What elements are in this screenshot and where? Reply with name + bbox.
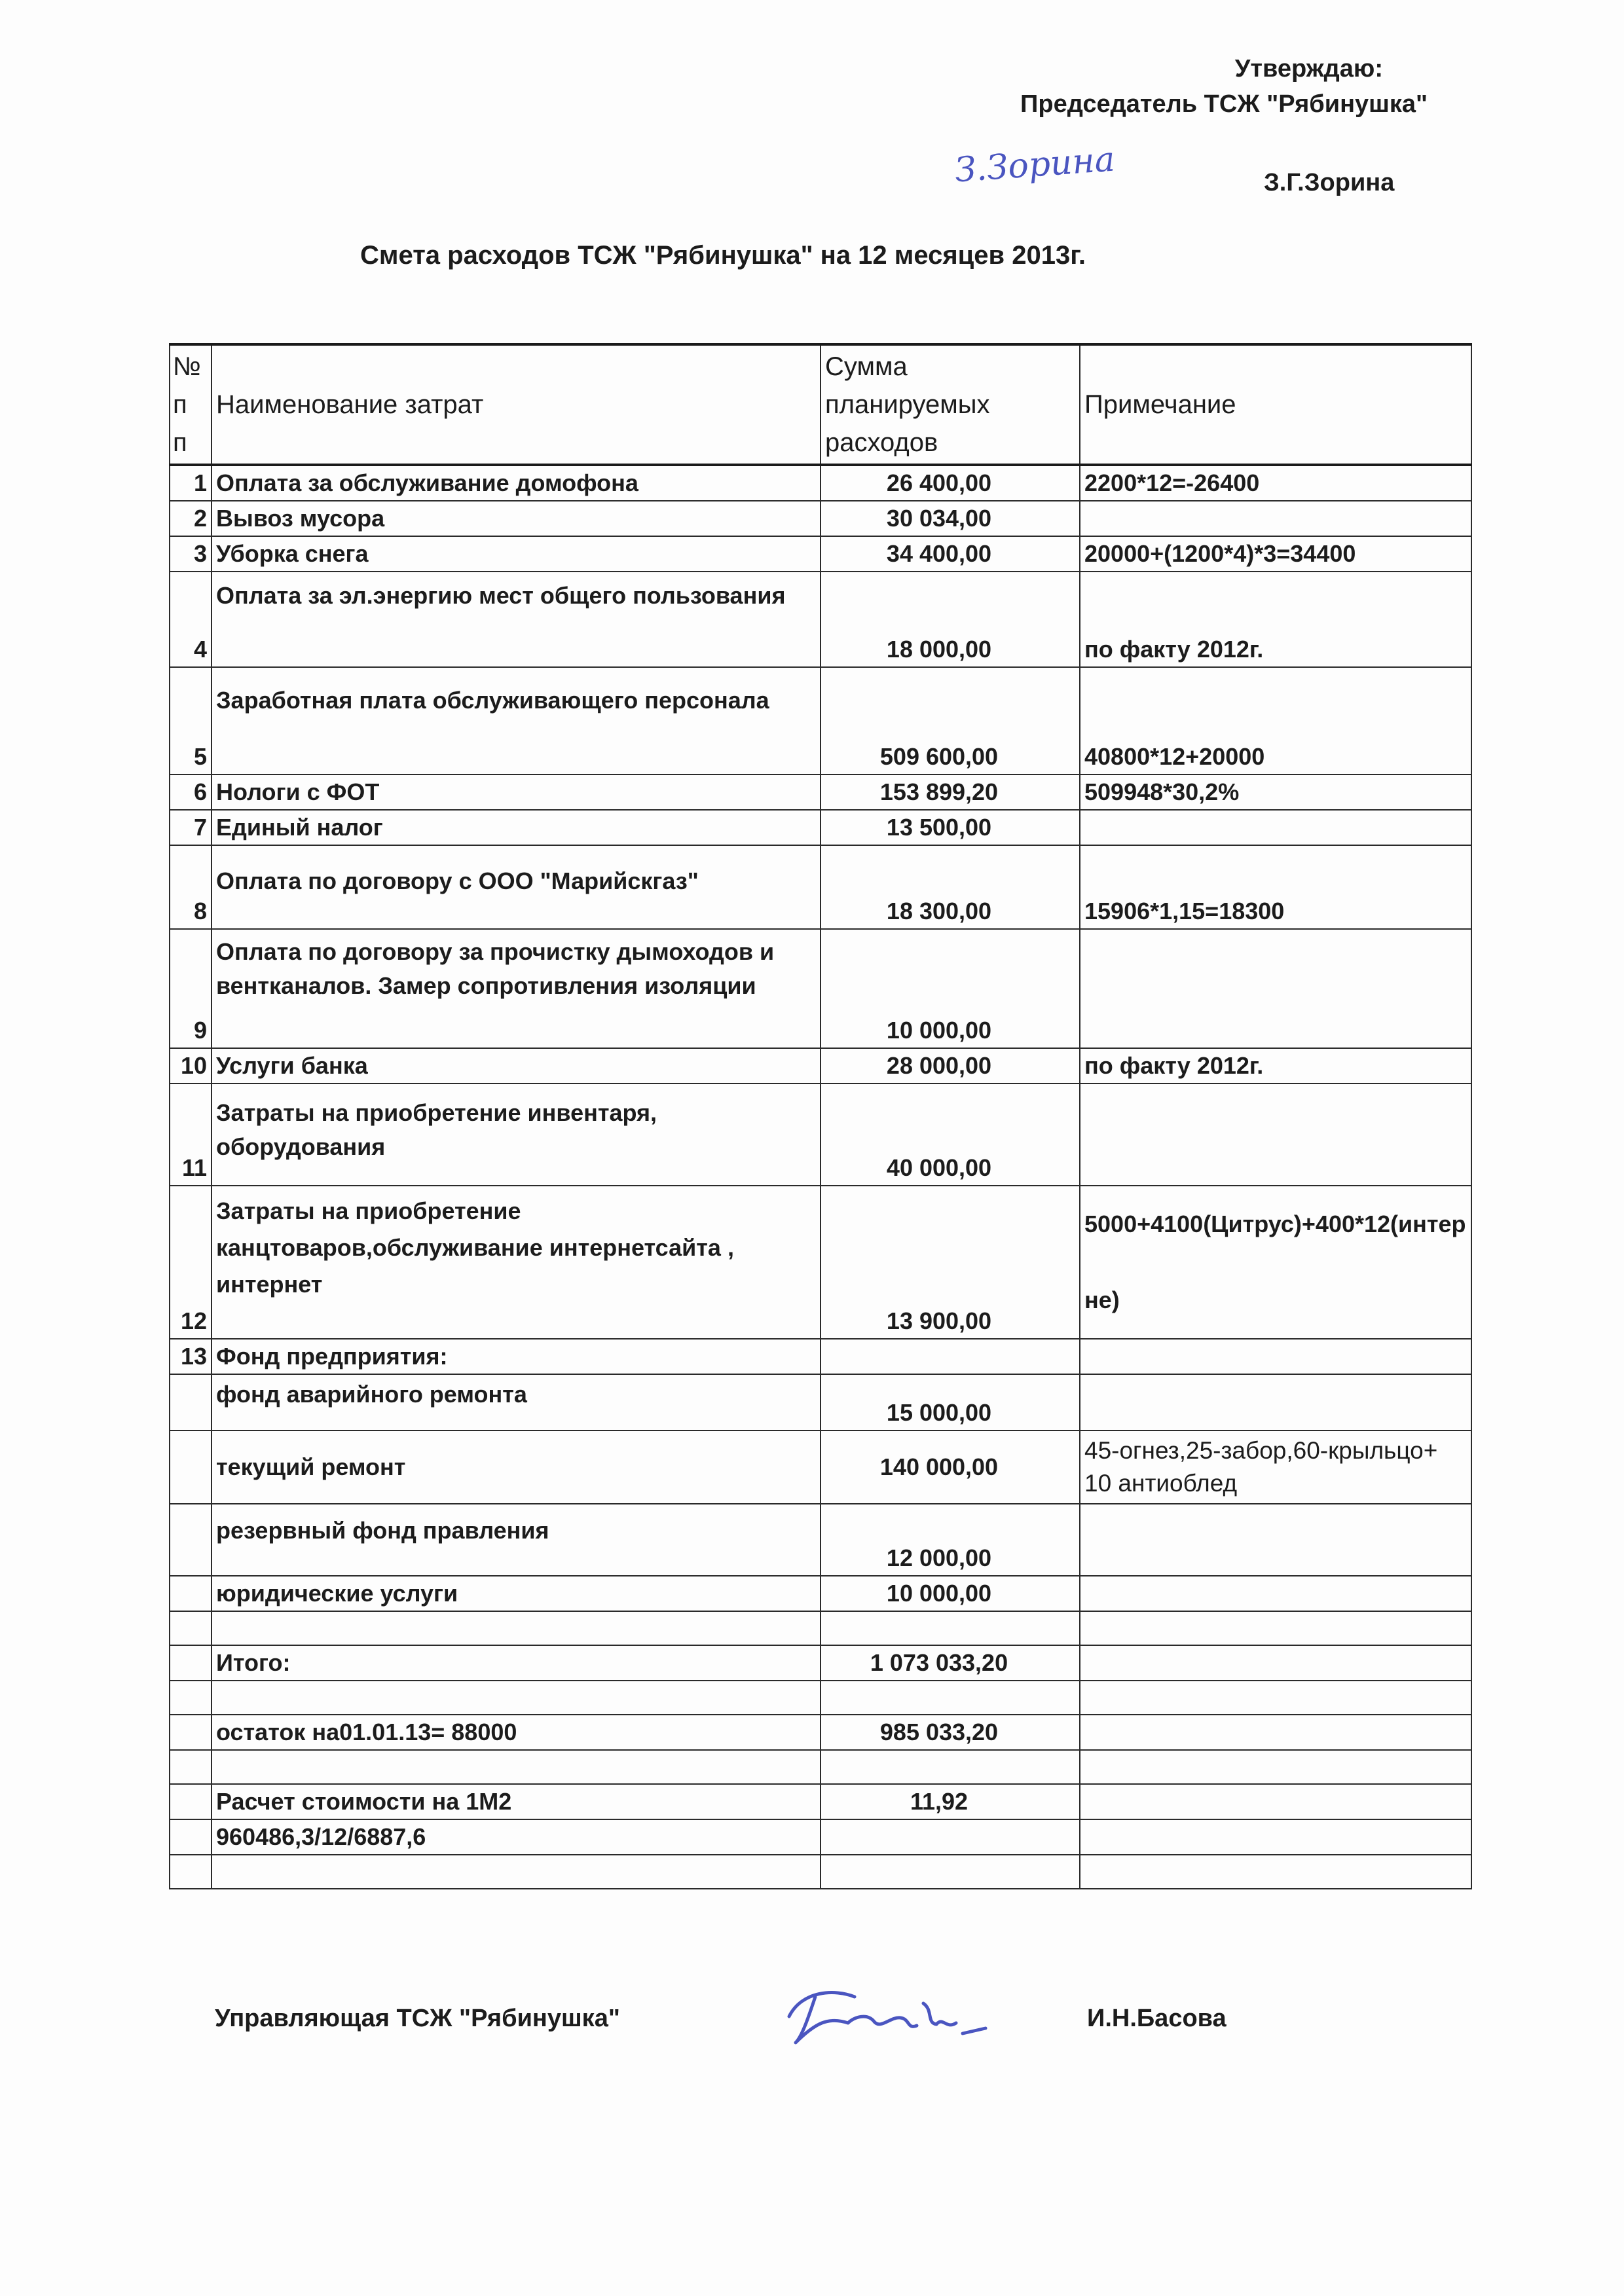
document-title: Смета расходов ТСЖ "Рябинушка" на 12 месяцев 2013г. [360, 241, 1086, 270]
estimate-table [169, 343, 1472, 1889]
row-note: 40800*12+20000 [1080, 667, 1471, 774]
table-row [170, 667, 1471, 774]
row-sum: 18 300,00 [821, 845, 1080, 929]
row-name [212, 1855, 821, 1889]
row-sum [821, 1819, 1080, 1855]
table-row [170, 1504, 1471, 1576]
row-note [1080, 1374, 1471, 1430]
row-no [170, 1819, 212, 1855]
row-no: 8 [170, 845, 212, 929]
row-name: Фонд предприятия: [212, 1339, 821, 1374]
row-name: Расчет стоимости на 1М2 [212, 1784, 821, 1819]
approval-block [1020, 51, 1428, 122]
row-note [1080, 1681, 1471, 1715]
row-no: 11 [170, 1084, 212, 1186]
row-note [1080, 1611, 1471, 1645]
row-no: 13 [170, 1339, 212, 1374]
row-note [1080, 1819, 1471, 1855]
row-name: Оплата по договору за прочистку дымоходов и вентканалов. Замер сопротивления изоляции [212, 929, 821, 1048]
row-no [170, 1750, 212, 1784]
row-no: 5 [170, 667, 212, 774]
approver-title: Председатель ТСЖ "Рябинушка" [1020, 90, 1428, 118]
table-row [170, 1048, 1471, 1084]
row-name: юридические услуги [212, 1576, 821, 1611]
header-sum: Сумма планируемых расходов [821, 344, 1080, 465]
row-sum: 10 000,00 [821, 1576, 1080, 1611]
manager-title: Управляющая ТСЖ "Рябинушка" [215, 2005, 620, 2032]
table-row [170, 810, 1471, 845]
table-row [170, 1430, 1471, 1504]
row-sum: 26 400,00 [821, 465, 1080, 501]
row-no: 4 [170, 572, 212, 667]
row-name: фонд аварийного ремонта [212, 1374, 821, 1430]
row-note [1080, 1855, 1471, 1889]
row-name: текущий ремонт [212, 1430, 821, 1504]
row-no [170, 1374, 212, 1430]
row-no [170, 1504, 212, 1576]
row-sum: 10 000,00 [821, 929, 1080, 1048]
chairman-signature: З.Зорина [953, 139, 1116, 191]
row-name [212, 1750, 821, 1784]
row-note [1080, 1645, 1471, 1681]
row-name: Оплата за эл.энергию мест общего пользования [212, 572, 821, 667]
table-row [170, 1611, 1471, 1645]
row-no: 1 [170, 465, 212, 501]
chairman-name: З.Г.Зорина [1264, 169, 1395, 196]
table-row [170, 1084, 1471, 1186]
row-note [1080, 929, 1471, 1048]
row-no [170, 1715, 212, 1750]
table-row [170, 1186, 1471, 1339]
row-note: 5000+4100(Цитрус)+400*12(интерне) [1080, 1186, 1471, 1339]
row-sum: 1 073 033,20 [821, 1645, 1080, 1681]
row-sum [821, 1611, 1080, 1645]
row-name: Затраты на приобретение инвентаря, оборудования [212, 1084, 821, 1186]
row-note: 2200*12=-26400 [1080, 465, 1471, 501]
row-note: по факту 2012г. [1080, 1048, 1471, 1084]
row-no: 10 [170, 1048, 212, 1084]
row-no [170, 1855, 212, 1889]
row-name: Оплата за обслуживание домофона [212, 465, 821, 501]
manager-signature-icon [776, 1977, 1012, 2056]
row-sum: 34 400,00 [821, 536, 1080, 572]
row-name: Единый налог [212, 810, 821, 845]
row-sum: 153 899,20 [821, 774, 1080, 810]
row-name: Затраты на приобретение канцтоваров,обслуживание интернетсайта , интернет [212, 1186, 821, 1339]
row-sum: 28 000,00 [821, 1048, 1080, 1084]
row-no [170, 1576, 212, 1611]
row-note [1080, 1084, 1471, 1186]
row-sum [821, 1339, 1080, 1374]
row-sum [821, 1750, 1080, 1784]
row-note: 15906*1,15=18300 [1080, 845, 1471, 929]
table-row [170, 774, 1471, 810]
row-note: по факту 2012г. [1080, 572, 1471, 667]
row-no: 2 [170, 501, 212, 536]
row-note [1080, 1784, 1471, 1819]
header-no: № п п [170, 344, 212, 465]
row-name: Услуги банка [212, 1048, 821, 1084]
table-row [170, 1715, 1471, 1750]
row-no [170, 1430, 212, 1504]
row-note [1080, 1750, 1471, 1784]
table-row [170, 845, 1471, 929]
row-no [170, 1611, 212, 1645]
approve-label: Утверждаю: [1234, 55, 1383, 82]
row-name: Оплата по договору с ООО "Марийскгаз" [212, 845, 821, 929]
table-row [170, 1681, 1471, 1715]
row-name [212, 1681, 821, 1715]
row-name: Нологи с ФОТ [212, 774, 821, 810]
row-sum: 13 500,00 [821, 810, 1080, 845]
row-no [170, 1681, 212, 1715]
row-note [1080, 1504, 1471, 1576]
row-no: 9 [170, 929, 212, 1048]
row-sum: 18 000,00 [821, 572, 1080, 667]
row-note [1080, 501, 1471, 536]
row-sum: 40 000,00 [821, 1084, 1080, 1186]
row-sum: 509 600,00 [821, 667, 1080, 774]
row-note: 20000+(1200*4)*3=34400 [1080, 536, 1471, 572]
row-sum: 15 000,00 [821, 1374, 1080, 1430]
row-sum [821, 1681, 1080, 1715]
table-row [170, 1750, 1471, 1784]
row-sum: 11,92 [821, 1784, 1080, 1819]
table-row [170, 929, 1471, 1048]
row-note [1080, 810, 1471, 845]
row-no: 3 [170, 536, 212, 572]
row-note: 45-огнез,25-забор,60-крыльцо+ 10 антиоблед [1080, 1430, 1471, 1504]
row-sum [821, 1855, 1080, 1889]
header-name: Наименование затрат [212, 344, 821, 465]
header-note: Примечание [1080, 344, 1471, 465]
row-no: 6 [170, 774, 212, 810]
row-name [212, 1611, 821, 1645]
row-note: 509948*30,2% [1080, 774, 1471, 810]
table-row [170, 1339, 1471, 1374]
row-sum: 140 000,00 [821, 1430, 1080, 1504]
manager-name: И.Н.Басова [1087, 2005, 1227, 2032]
row-note [1080, 1576, 1471, 1611]
row-name: Итого: [212, 1645, 821, 1681]
row-sum: 985 033,20 [821, 1715, 1080, 1750]
table-row [170, 572, 1471, 667]
table-row [170, 1819, 1471, 1855]
row-name: 960486,3/12/6887,6 [212, 1819, 821, 1855]
table-row [170, 1374, 1471, 1430]
row-sum: 13 900,00 [821, 1186, 1080, 1339]
row-name: Уборка снега [212, 536, 821, 572]
row-sum: 30 034,00 [821, 501, 1080, 536]
row-note [1080, 1339, 1471, 1374]
row-name: резервный фонд правления [212, 1504, 821, 1576]
table-row [170, 536, 1471, 572]
table-row [170, 1576, 1471, 1611]
table-row [170, 465, 1471, 501]
row-name: остаток на01.01.13= 88000 [212, 1715, 821, 1750]
row-no [170, 1645, 212, 1681]
row-no: 7 [170, 810, 212, 845]
table-row [170, 1855, 1471, 1889]
table-row [170, 1784, 1471, 1819]
row-name: Вывоз мусора [212, 501, 821, 536]
table-row [170, 1645, 1471, 1681]
row-note [1080, 1715, 1471, 1750]
row-name: Заработная плата обслуживающего персонала [212, 667, 821, 774]
row-no [170, 1784, 212, 1819]
table-header-row [170, 344, 1471, 465]
row-no: 12 [170, 1186, 212, 1339]
table-row [170, 501, 1471, 536]
row-sum: 12 000,00 [821, 1504, 1080, 1576]
